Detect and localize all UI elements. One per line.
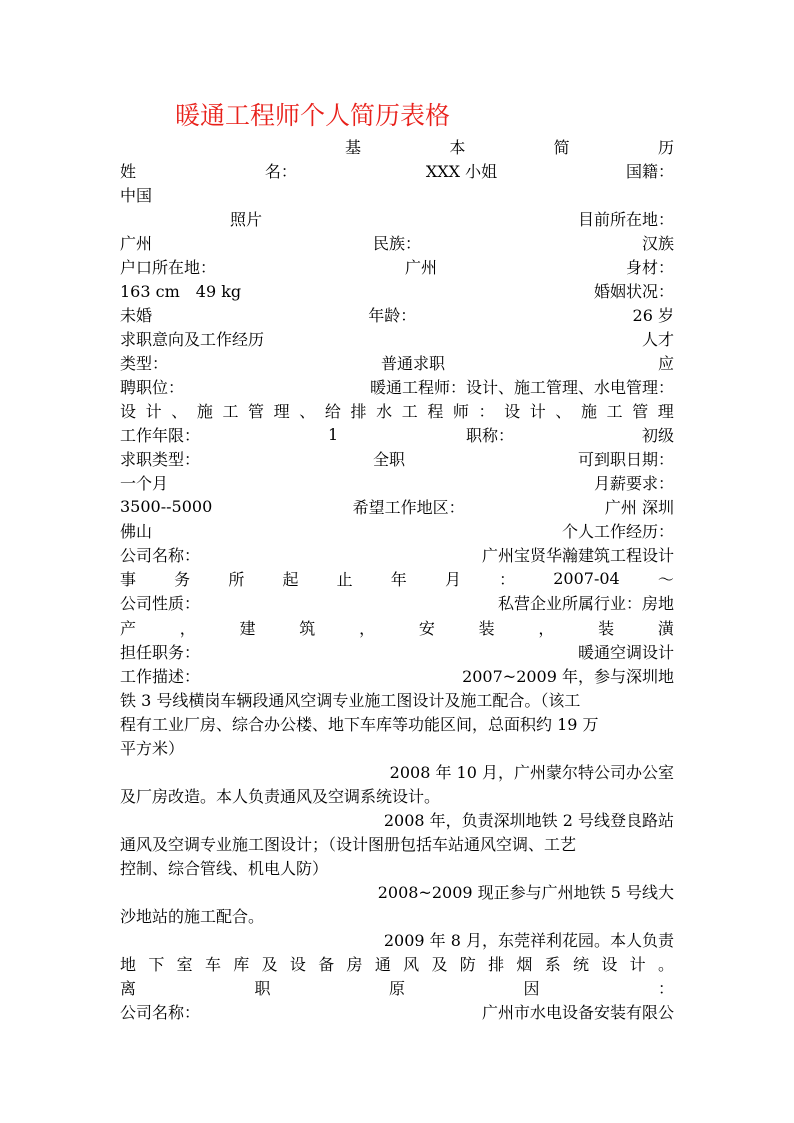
text-line [120, 735, 674, 759]
text-segment: 沙地站的施工配合。 [120, 907, 265, 927]
text-segment: 装 [478, 618, 495, 638]
text-segment: 地 [120, 955, 137, 975]
text-segment: 希望工作地区： [352, 498, 465, 518]
text-segment: 婚姻状况： [593, 281, 674, 301]
text-segment: 26 岁 [632, 305, 674, 325]
text-line [120, 326, 674, 350]
text-segment: ： [478, 402, 495, 422]
text-segment: 管 [632, 402, 649, 422]
text-segment: 聘职位： [120, 378, 185, 397]
text-segment: 、 [299, 402, 316, 422]
text-segment: 通 [374, 955, 391, 975]
text-segment: 职称： [466, 426, 515, 446]
text-segment: 2007-04 [553, 569, 620, 589]
text-segment: 历 [657, 137, 674, 157]
text-segment: 烟 [516, 955, 533, 975]
text-segment: 室 [176, 955, 193, 975]
text-segment: 民族： [372, 233, 421, 253]
text-line [343, 759, 674, 783]
text-line [120, 687, 674, 711]
text-segment: 设 [289, 955, 306, 975]
text-line [343, 928, 674, 952]
text-segment: 公司性质： [120, 594, 201, 614]
text-segment: 广州 [120, 233, 153, 253]
text-segment: 身材： [625, 257, 674, 277]
text-line [120, 423, 674, 447]
text-line [120, 278, 674, 302]
text-segment: 公司名称： [120, 546, 201, 566]
text-segment: 国籍： [625, 161, 674, 181]
text-segment: 名： [264, 161, 297, 181]
text-segment: 设 [504, 402, 521, 422]
text-segment: 3500--5000 [120, 497, 213, 517]
text-segment: 中国 [120, 185, 153, 205]
text-segment: 产 [120, 618, 137, 638]
text-segment: 月薪要求： [593, 474, 674, 494]
text-segment: 工 [606, 402, 623, 422]
text-segment: ， [359, 618, 376, 638]
text-segment: 施 [196, 402, 213, 422]
text-segment: 2008~2009 现正参与广州地铁 5 号线大 [377, 883, 674, 903]
text-segment: 筑 [299, 618, 316, 638]
text-segment: 汉族 [641, 233, 674, 253]
text-segment: 排 [350, 402, 367, 422]
text-segment: 年 [390, 570, 407, 590]
text-segment: 未婚 [120, 305, 153, 325]
text-segment: 安 [418, 618, 435, 638]
text-segment: 一个月 [120, 474, 169, 494]
text-line [120, 567, 674, 591]
text-segment: 私营企业所属行业：房地 [497, 594, 674, 614]
text-segment: 工作描述： [120, 666, 201, 686]
text-segment: 、 [555, 402, 572, 422]
text-segment: 铁 3 号线横岗车辆段通风空调专业施工图设计及施工配合。（该工 [120, 690, 581, 710]
text-line [120, 615, 674, 639]
text-segment: 初级 [641, 426, 674, 446]
text-segment: 目前所在地： [577, 209, 674, 229]
text-line [120, 399, 674, 423]
text-line [120, 302, 674, 326]
text-line [120, 375, 674, 399]
text-segment: 工 [222, 402, 239, 422]
text-segment: 房 [346, 955, 363, 975]
text-line [120, 639, 674, 663]
text-line [120, 230, 674, 254]
text-segment: 离 [120, 979, 137, 999]
text-line [120, 904, 674, 928]
text-segment: ： [499, 570, 516, 590]
text-segment: 2008 年，负责深圳地铁 2 号线登良路站 [383, 810, 674, 830]
text-line [345, 134, 674, 158]
text-segment: 师 [452, 402, 469, 422]
text-segment: 控制、综合管线、机电人防） [120, 859, 329, 878]
text-segment: 防 [459, 955, 476, 975]
text-segment: 全职 [372, 450, 405, 470]
text-line [120, 831, 674, 855]
text-segment: 户口所在地： [120, 257, 217, 277]
text-segment: 统 [573, 955, 590, 975]
text-segment: XXX 小姐 [425, 161, 498, 181]
text-segment: 广州宝贤华瀚建筑工程设计 [481, 546, 674, 566]
text-segment: 理 [657, 402, 674, 422]
text-line [120, 591, 674, 615]
text-segment: 163 cm 49 kg [120, 281, 242, 301]
text-segment: 理 [273, 402, 290, 422]
text-segment: 求职类型： [120, 450, 201, 470]
text-segment: 年龄： [368, 305, 417, 325]
text-segment: 姓 [120, 161, 137, 181]
text-segment: 暖通空调设计 [577, 642, 674, 662]
text-segment: 施 [580, 402, 597, 422]
text-line [120, 471, 674, 495]
text-segment: ～ [657, 570, 674, 590]
text-line [120, 1000, 674, 1024]
text-line [230, 206, 674, 230]
text-segment: 2009 年 8 月，东莞祥利花园。本人负责 [383, 931, 674, 951]
text-segment: 担任职务： [120, 642, 201, 662]
text-segment: ， [538, 618, 555, 638]
text-line [120, 856, 674, 880]
text-segment: 可到职日期： [577, 450, 674, 470]
text-segment: 本 [449, 137, 466, 157]
text-line [120, 976, 674, 1000]
text-segment: 照片 [230, 209, 263, 229]
text-segment: 系 [544, 955, 561, 975]
text-segment: 工作年限： [120, 426, 201, 446]
text-segment: 个人工作经历： [561, 522, 674, 542]
text-segment: 2007~2009 年，参与深圳地 [462, 666, 674, 686]
text-segment: 管 [248, 402, 265, 422]
text-line [120, 350, 674, 374]
text-line [120, 447, 674, 471]
text-line [120, 254, 674, 278]
text-segment: 库 [233, 955, 250, 975]
resume-title: 暖通工程师个人简历表格 [175, 101, 451, 130]
text-segment: 广州市水电设备安装有限公 [481, 1003, 674, 1023]
text-line [120, 158, 674, 182]
text-segment: 止 [336, 570, 353, 590]
text-segment: 设 [601, 955, 618, 975]
text-segment: 平方米） [120, 738, 185, 758]
text-segment: 所 [228, 570, 245, 590]
text-segment: 。 [657, 955, 674, 975]
text-segment: 及 [261, 955, 278, 975]
text-segment: 2008 年 10 月，广州蒙尔特公司办公室 [389, 762, 674, 782]
text-line [120, 952, 674, 976]
text-segment: 计 [145, 402, 162, 422]
text-segment: 暖通工程师：设计、施工管理、水电管理： [369, 378, 674, 397]
text-segment: 基 [345, 137, 362, 157]
text-segment: 计 [529, 402, 546, 422]
text-segment: 原 [388, 979, 405, 999]
text-segment: 车 [204, 955, 221, 975]
text-segment: 广州 深圳 [604, 498, 674, 518]
text-segment: 水 [376, 402, 393, 422]
text-segment: 公司名称： [120, 1003, 201, 1023]
text-segment: ： [657, 979, 674, 999]
text-segment: 求职意向及工作经历 [120, 329, 265, 349]
text-segment: 备 [318, 955, 335, 975]
text-line [120, 543, 674, 567]
text-segment: 起 [282, 570, 299, 590]
text-segment: 职 [254, 979, 271, 999]
text-segment: 、 [171, 402, 188, 422]
text-segment: 排 [488, 955, 505, 975]
text-segment: 工 [401, 402, 418, 422]
text-segment: 事 [120, 570, 137, 590]
text-line [343, 807, 674, 831]
text-segment: 务 [174, 570, 191, 590]
text-segment: 给 [324, 402, 341, 422]
text-segment: 1 [327, 425, 339, 445]
text-segment: 及 [431, 955, 448, 975]
text-line [120, 663, 674, 687]
text-segment: 类型： [120, 353, 169, 373]
text-line [120, 711, 674, 735]
text-segment: 下 [148, 955, 165, 975]
text-line [343, 880, 674, 904]
text-segment: 程有工业厂房、综合办公楼、地下车库等功能区间，总面积约 19 万 [120, 714, 599, 734]
text-segment: 潢 [657, 618, 674, 638]
text-segment: 建 [239, 618, 256, 638]
text-segment: 应 [657, 353, 674, 373]
text-segment: 月 [444, 570, 461, 590]
text-segment: 人才 [641, 329, 674, 349]
text-segment: 装 [598, 618, 615, 638]
text-segment: 程 [427, 402, 444, 422]
text-line [120, 495, 674, 519]
text-segment: 风 [403, 955, 420, 975]
text-segment: 普通求职 [380, 353, 445, 373]
text-segment: 佛山 [120, 522, 153, 542]
text-segment: 广州 [404, 257, 437, 277]
text-line [120, 783, 674, 807]
text-line [120, 182, 674, 206]
text-segment: 简 [553, 137, 570, 157]
text-segment: 设 [120, 402, 137, 422]
text-segment: 通风及空调专业施工图设计；（设计图册包括车站通风空调、工艺 [120, 834, 577, 854]
text-segment: ， [179, 618, 196, 638]
text-segment: 及厂房改造。本人负责通风及空调系统设计。 [120, 786, 441, 806]
text-segment: 计 [629, 955, 646, 975]
text-line [120, 519, 674, 543]
text-segment: 因 [523, 979, 540, 999]
